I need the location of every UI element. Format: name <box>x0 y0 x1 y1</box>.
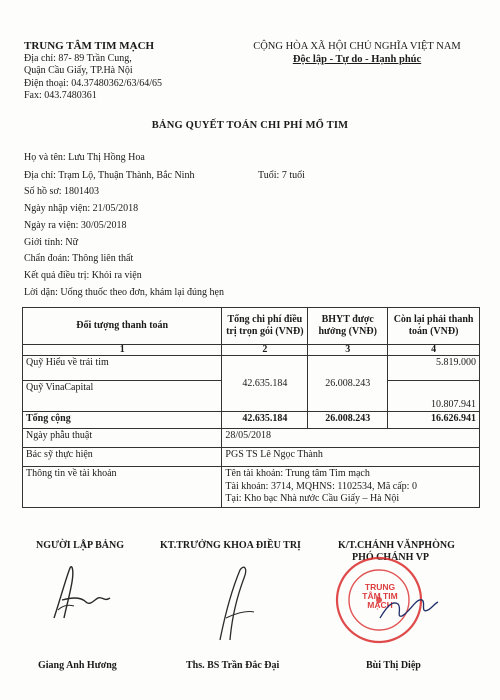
column-number: 1 <box>23 345 222 356</box>
table-header: BHYT được hưởng (VNĐ) <box>308 308 388 345</box>
cost-table <box>22 307 480 508</box>
column-number: 4 <box>388 345 480 356</box>
signature-2 <box>190 560 280 650</box>
fund-label: Quỹ VinaCapital <box>23 381 222 412</box>
fund-total: 42.635.184 <box>222 356 308 412</box>
signature-1 <box>40 560 120 630</box>
table-row <box>23 467 480 508</box>
account-line: Tài khoản: 3714, MQHNS: 1102534, Mã cấp: 0 <box>225 480 417 492</box>
doctor-advice: Lời dặn: Uống thuốc theo đơn, khám lại đúng hẹn <box>24 287 224 298</box>
account-line: Tên tài khoản: Trung tâm Tim mạch <box>225 468 370 479</box>
table-row <box>23 356 480 381</box>
discharge-date: Ngày ra viện: 30/05/2018 <box>24 220 127 231</box>
total-cost: 42.635.184 <box>222 412 308 429</box>
table-row <box>23 448 480 467</box>
diagnosis: Chẩn đoán: Thông liên thất <box>24 253 134 264</box>
signer-1-name: Giang Anh Hương <box>38 660 117 671</box>
patient-name: Họ và tên: Lưu Thị Hồng Hoa <box>24 152 145 163</box>
column-number: 2 <box>222 345 308 356</box>
signer-3-subrole: PHÓ CHÁNH VP <box>352 552 430 563</box>
org-address-1: Địa chỉ: 87- 89 Trần Cung, <box>24 52 132 64</box>
header-right <box>232 40 482 66</box>
patient-age: Tuổi: 7 tuổi <box>258 170 305 181</box>
patient-gender: Giới tính: Nữ <box>24 237 79 248</box>
treatment-result: Kết quả điều trị: Khỏi ra viện <box>24 270 142 281</box>
table-header: Còn lại phải thanh toán (VNĐ) <box>388 308 480 345</box>
fund-remaining: 10.807.941 <box>388 381 480 412</box>
account-line: Tại: Kho bạc Nhà nước Cầu Giấy – Hà Nội <box>225 493 400 504</box>
fund-label: Quỹ Hiểu về trái tim <box>23 356 222 381</box>
column-number-row <box>23 345 480 356</box>
doctor-value: PGS TS Lê Ngọc Thành <box>222 448 480 467</box>
account-info <box>222 467 480 508</box>
surgery-date-label: Ngày phẫu thuật <box>23 429 222 448</box>
admission-date: Ngày nhập viện: 21/05/2018 <box>24 203 139 214</box>
org-address-2: Quận Cầu Giấy, TP.Hà Nội <box>24 65 133 76</box>
org-fax: Fax: 043.7480361 <box>24 90 97 101</box>
patient-address: Địa chỉ: Trạm Lộ, Thuận Thành, Bắc Ninh <box>24 170 195 181</box>
stamp-text: TRUNG TÂM TIM MẠCH <box>362 582 398 610</box>
doctor-label: Bác sỹ thực hiện <box>23 448 222 467</box>
signer-3-role: K/T.CHÁNH VĂNPHÒNG <box>338 540 455 551</box>
fund-remaining: 5.819.000 <box>388 356 480 381</box>
account-label: Thông tin về tài khoản <box>23 467 222 508</box>
signer-1-role: NGƯỜI LẬP BẢNG <box>36 540 124 551</box>
total-bhyt: 26.008.243 <box>308 412 388 429</box>
record-number: Số hồ sơ: 1801403 <box>24 186 100 197</box>
table-header: Đối tượng thanh toán <box>23 308 222 345</box>
total-row <box>23 412 480 429</box>
signer-2-role: KT.TRƯỞNG KHOA ĐIỀU TRỊ <box>160 540 301 551</box>
national-motto: Độc lập - Tự do - Hạnh phúc <box>292 54 422 65</box>
header-left <box>24 40 162 103</box>
total-label: Tổng cộng <box>23 412 222 429</box>
document-title: BẢNG QUYẾT TOÁN CHI PHÍ MỔ TIM <box>151 120 349 131</box>
signer-2-name: Ths. BS Trần Đắc Đại <box>186 660 280 671</box>
org-name: TRUNG TÂM TIM MẠCH <box>24 40 155 52</box>
table-header: Tổng chi phí điều trị trọn gói (VNĐ) <box>222 308 308 345</box>
column-number: 3 <box>308 345 388 356</box>
org-phone: Điện thoại: 04.37480362/63/64/65 <box>24 77 163 89</box>
signer-3-name: Bùi Thị Diệp <box>366 660 421 671</box>
signature-3 <box>372 578 442 638</box>
table-header-row <box>23 308 480 345</box>
fund-bhyt: 26.008.243 <box>308 356 388 412</box>
surgery-date-value: 28/05/2018 <box>222 429 480 448</box>
total-remaining: 16.626.941 <box>388 412 480 429</box>
table-row <box>23 429 480 448</box>
national-title: CỘNG HÒA XÃ HỘI CHỦ NGHĨA VIỆT NAM <box>253 41 461 52</box>
